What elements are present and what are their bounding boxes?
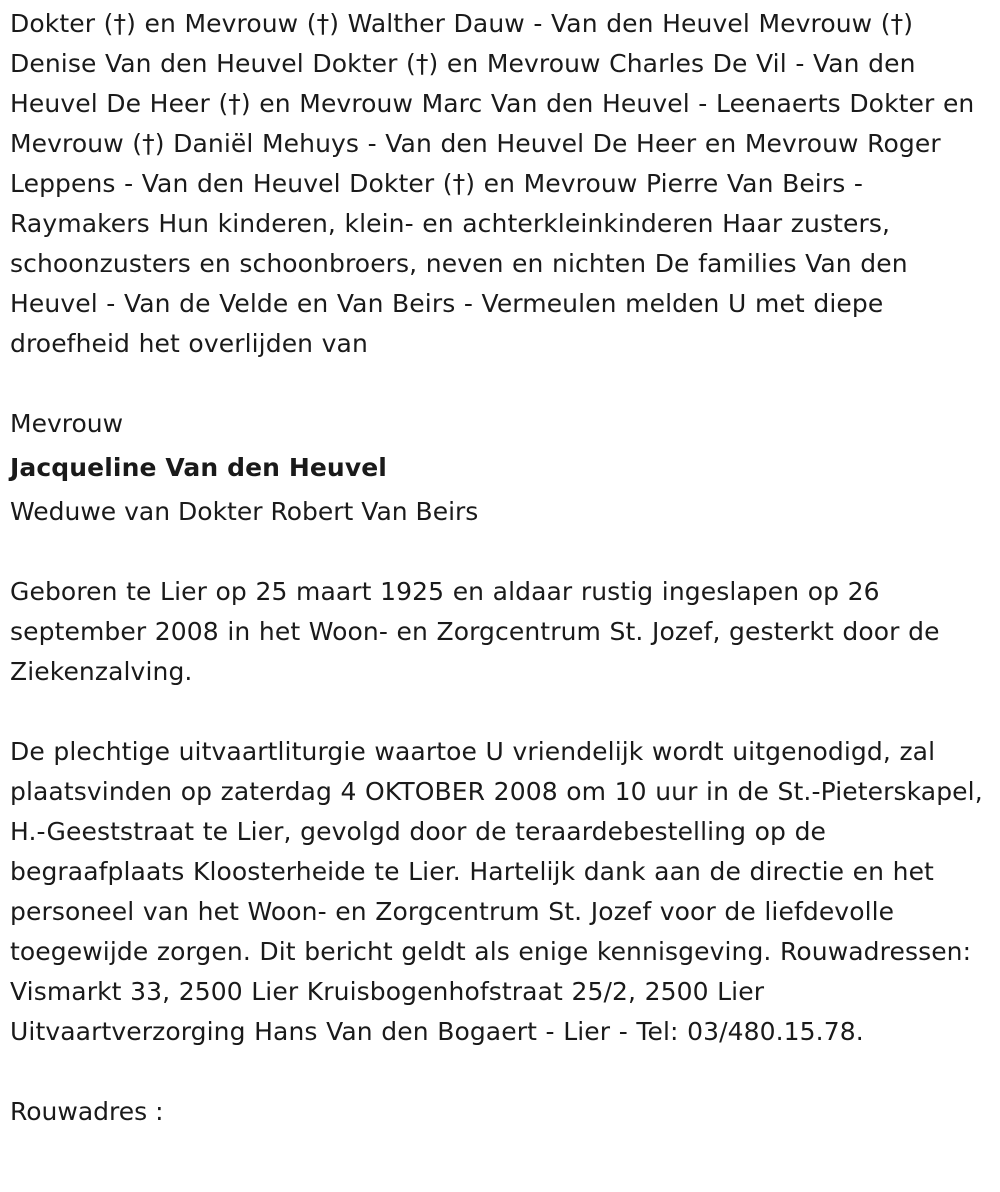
spacer	[10, 1052, 990, 1092]
announcement-intro: Dokter (†) en Mevrouw (†) Walther Dauw - Van den Heuvel Mevrouw (†) Denise Van den Heuvel Dokter (†) en Mevrouw Charles De Vil - Van den Heuvel De Heer (†) en Mevrouw Marc Van den Heuvel - Leenaerts Dokter en Mevrouw (†) Daniël Mehuys - Van den Heuvel De Heer en Mevrouw Roger Leppens - Van den Heuvel Dokter (†) en Mevrouw Pierre Van Beirs - Raymakers Hun kinderen, klein- en achterkleinkinderen Haar zusters, schoonzusters en schoonbroers, neven en nichten De families Van den Heuvel - Van de Velde en Van Beirs - Vermeulen melden U met diepe droefheid het overlijden van	[10, 9, 975, 358]
deceased-name: Jacqueline Van den Heuvel	[10, 453, 387, 482]
spacer	[10, 364, 990, 404]
spacer	[10, 484, 990, 492]
spacer	[10, 532, 990, 572]
spacer	[10, 444, 990, 452]
salutation: Mevrouw	[10, 409, 124, 438]
funeral-details-paragraph: De plechtige uitvaartliturgie waartoe U vriendelijk wordt uitgenodigd, zal plaatsvinden op zaterdag 4 OKTOBER 2008 om 10 uur in de St.-Pieterskapel, H.-Geeststraat te Lier, gevolgd door de teraardebestelling op de begraafplaats Kloosterheide te Lier. Hartelijk dank aan de directie en het personeel van het Woon- en Zorgcentrum St. Jozef voor de liefdevolle toegewijde zorgen. Dit bericht geldt als enige kennisgeving. Rouwadressen: Vismarkt 33, 2500 Lier Kruisbogenhofstraat 25/2, 2500 Lier Uitvaartverzorging Hans Van den Bogaert - Lier - Tel: 03/480.15.78.	[10, 737, 983, 1046]
birth-death-paragraph: Geboren te Lier op 25 maart 1925 en aldaar rustig ingeslapen op 26 september 2008 in het Woon- en Zorgcentrum St. Jozef, gesterkt door de Ziekenzalving.	[10, 577, 940, 686]
mourning-address-label: Rouwadres :	[10, 1097, 164, 1126]
spacer	[10, 692, 990, 732]
widow-of-line: Weduwe van Dokter Robert Van Beirs	[10, 497, 479, 526]
